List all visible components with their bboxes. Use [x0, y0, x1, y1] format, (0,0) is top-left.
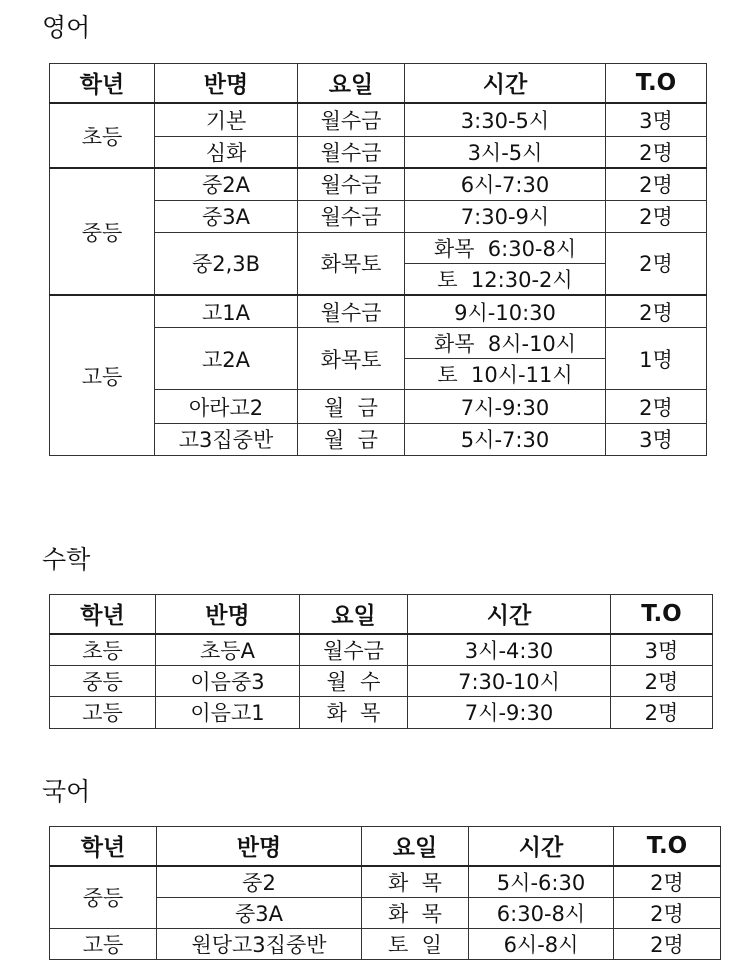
- class-name-cell: 심화: [155, 136, 298, 168]
- days-cell: 화 목: [362, 897, 469, 928]
- class-name-cell: 중2,3B: [155, 232, 298, 295]
- grade-cell: 고등: [50, 295, 155, 455]
- table-row: [50, 696, 713, 728]
- days-cell: 월수금: [298, 200, 405, 232]
- header-to: T.O: [606, 64, 707, 103]
- header-grade: 학년: [50, 827, 157, 866]
- header-time: 시간: [405, 64, 606, 103]
- class-name-cell: 초등A: [156, 634, 300, 666]
- time-cell: 3시-5시: [405, 136, 606, 168]
- english-schedule-table: [49, 63, 707, 456]
- to-cell: 2명: [606, 390, 707, 423]
- class-name-cell: 이음중3: [156, 665, 300, 696]
- class-name-cell: 원당고3집중반: [157, 928, 362, 959]
- section-title-english: 영어: [42, 13, 91, 42]
- to-cell: 2명: [614, 866, 721, 898]
- class-name-cell: 중2A: [155, 168, 298, 200]
- to-cell: 2명: [611, 665, 713, 696]
- table-row: [50, 103, 707, 136]
- table-row: [50, 866, 721, 898]
- header-days: 요일: [362, 827, 469, 866]
- to-cell: 2명: [606, 295, 707, 327]
- header-time: 시간: [408, 595, 611, 634]
- time-cell: 6시-7:30: [405, 168, 606, 200]
- time-cell: 화목 8시-10시: [405, 327, 606, 358]
- time-cell: 9시-10:30: [405, 295, 606, 327]
- section-title-math: 수학: [42, 545, 91, 574]
- header-to: T.O: [611, 595, 713, 634]
- time-cell: 5시-6:30: [469, 866, 614, 898]
- header-grade: 학년: [50, 595, 156, 634]
- grade-cell: 중등: [50, 866, 157, 929]
- header-class-name: 반명: [155, 64, 298, 103]
- days-cell: 화 목: [362, 866, 469, 898]
- to-cell: 1명: [606, 327, 707, 389]
- days-cell: 월 금: [298, 390, 405, 423]
- time-cell: 토 10시-11시: [405, 359, 606, 390]
- days-cell: 월수금: [298, 136, 405, 168]
- table-row: [50, 665, 713, 696]
- grade-cell: 고등: [50, 696, 156, 728]
- days-cell: 월수금: [298, 168, 405, 200]
- to-cell: 2명: [614, 928, 721, 959]
- days-cell: 월 금: [298, 423, 405, 455]
- section-title-korean: 국어: [42, 777, 91, 806]
- grade-cell: 중등: [50, 168, 155, 295]
- time-cell: 화목 6:30-8시: [405, 232, 606, 263]
- class-name-cell: 고3집중반: [155, 423, 298, 455]
- header-to: T.O: [614, 827, 721, 866]
- grade-cell: 초등: [50, 103, 155, 168]
- header-days: 요일: [300, 595, 408, 634]
- days-cell: 월수금: [298, 103, 405, 136]
- header-days: 요일: [298, 64, 405, 103]
- to-cell: 2명: [611, 696, 713, 728]
- table-row: [50, 295, 707, 327]
- days-cell: 토 일: [362, 928, 469, 959]
- to-cell: 2명: [606, 200, 707, 232]
- time-cell: 6:30-8시: [469, 897, 614, 928]
- table-row: [50, 168, 707, 200]
- header-class-name: 반명: [157, 827, 362, 866]
- days-cell: 화목토: [298, 232, 405, 295]
- to-cell: 2명: [606, 136, 707, 168]
- days-cell: 화목토: [298, 327, 405, 389]
- class-name-cell: 고1A: [155, 295, 298, 327]
- to-cell: 2명: [606, 168, 707, 200]
- header-class-name: 반명: [156, 595, 300, 634]
- grade-cell: 고등: [50, 928, 157, 959]
- time-cell: 토 12:30-2시: [405, 263, 606, 295]
- days-cell: 월 수: [300, 665, 408, 696]
- table-row: [50, 928, 721, 959]
- grade-cell: 초등: [50, 634, 156, 666]
- class-name-cell: 고2A: [155, 327, 298, 389]
- table-row: [50, 634, 713, 666]
- time-cell: 5시-7:30: [405, 423, 606, 455]
- time-cell: 7시-9:30: [408, 696, 611, 728]
- to-cell: 3명: [611, 634, 713, 666]
- class-name-cell: 기본: [155, 103, 298, 136]
- time-cell: 7:30-9시: [405, 200, 606, 232]
- time-cell: 3:30-5시: [405, 103, 606, 136]
- class-name-cell: 중3A: [155, 200, 298, 232]
- class-name-cell: 중2: [157, 866, 362, 898]
- to-cell: 3명: [606, 423, 707, 455]
- to-cell: 3명: [606, 103, 707, 136]
- math-schedule-table: [49, 594, 713, 729]
- time-cell: 7:30-10시: [408, 665, 611, 696]
- time-cell: 7시-9:30: [405, 390, 606, 423]
- days-cell: 월수금: [298, 295, 405, 327]
- to-cell: 2명: [614, 897, 721, 928]
- header-grade: 학년: [50, 64, 155, 103]
- time-cell: 3시-4:30: [408, 634, 611, 666]
- days-cell: 월수금: [300, 634, 408, 666]
- class-name-cell: 이음고1: [156, 696, 300, 728]
- days-cell: 화 목: [300, 696, 408, 728]
- header-time: 시간: [469, 827, 614, 866]
- grade-cell: 중등: [50, 665, 156, 696]
- to-cell: 2명: [606, 232, 707, 295]
- class-name-cell: 아라고2: [155, 390, 298, 423]
- time-cell: 6시-8시: [469, 928, 614, 959]
- korean-schedule-table: [49, 826, 721, 960]
- class-name-cell: 중3A: [157, 897, 362, 928]
